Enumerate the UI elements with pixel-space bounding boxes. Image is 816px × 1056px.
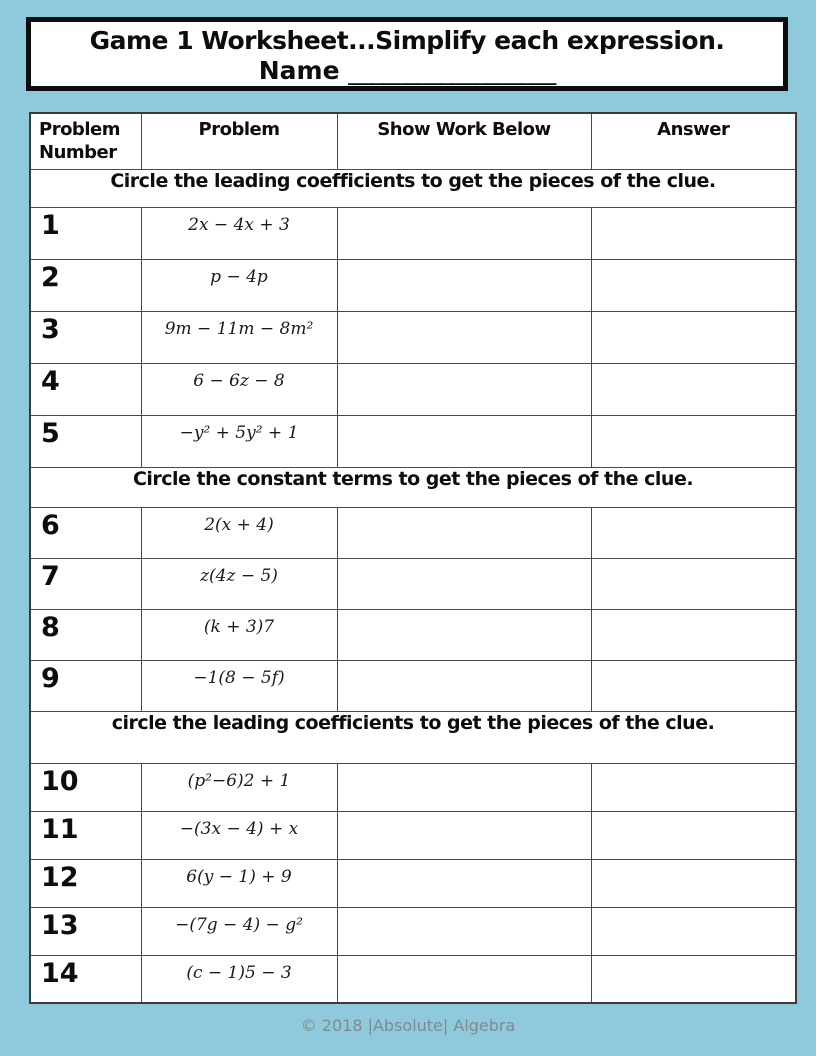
header-answer: Answer <box>591 113 796 169</box>
answer-cell <box>591 311 796 363</box>
expression-cell: 2x − 4x + 3 <box>141 207 337 259</box>
show-work-cell <box>337 907 591 955</box>
expression-cell: −1(8 − 5f) <box>141 660 337 711</box>
answer-cell <box>591 507 796 558</box>
title-box <box>26 17 788 91</box>
footer-copyright: © 2018 |Absolute| Algebra <box>300 1016 516 1035</box>
problem-row-2 <box>30 259 796 311</box>
problem-number-cell: 2 <box>30 259 141 311</box>
problem-number-cell: 11 <box>30 811 141 859</box>
problem-number-cell: 3 <box>30 311 141 363</box>
header-problem-number: Problem Number <box>30 113 141 169</box>
name-blank: __________________ <box>348 56 556 85</box>
section-row-1 <box>30 169 796 207</box>
problem-row-9 <box>30 660 796 711</box>
worksheet-title: Game 1 Worksheet...Simplify each expression. <box>89 26 725 55</box>
problem-row-11 <box>30 811 796 859</box>
show-work-cell <box>337 763 591 811</box>
problem-number-cell: 14 <box>30 955 141 1003</box>
expression-cell: −y² + 5y² + 1 <box>141 415 337 467</box>
show-work-cell <box>337 259 591 311</box>
answer-cell <box>591 955 796 1003</box>
problem-number-cell: 8 <box>30 609 141 660</box>
show-work-cell <box>337 660 591 711</box>
problem-row-4 <box>30 363 796 415</box>
expression-cell: −(7g − 4) − g² <box>141 907 337 955</box>
expression-cell: 9m − 11m − 8m² <box>141 311 337 363</box>
expression-cell: 6 − 6z − 8 <box>141 363 337 415</box>
section-instruction-1: Circle the leading coefficients to get the pieces of the clue. <box>30 169 796 207</box>
table-header-row <box>30 113 796 169</box>
problem-row-1 <box>30 207 796 259</box>
answer-cell <box>591 660 796 711</box>
answer-cell <box>591 363 796 415</box>
problem-row-6 <box>30 507 796 558</box>
problem-number-cell: 9 <box>30 660 141 711</box>
header-problem: Problem <box>141 113 337 169</box>
section-instruction-2: Circle the constant terms to get the pieces of the clue. <box>30 467 796 507</box>
problem-number-cell: 10 <box>30 763 141 811</box>
problem-row-5 <box>30 415 796 467</box>
problem-row-13 <box>30 907 796 955</box>
problem-row-3 <box>30 311 796 363</box>
answer-cell <box>591 609 796 660</box>
problem-number-cell: 5 <box>30 415 141 467</box>
problem-row-14 <box>30 955 796 1003</box>
show-work-cell <box>337 363 591 415</box>
answer-cell <box>591 907 796 955</box>
answer-cell <box>591 207 796 259</box>
name-label: Name <box>258 56 340 85</box>
show-work-cell <box>337 955 591 1003</box>
expression-cell: p − 4p <box>141 259 337 311</box>
answer-cell <box>591 259 796 311</box>
show-work-cell <box>337 558 591 609</box>
problem-number-cell: 1 <box>30 207 141 259</box>
answer-cell <box>591 558 796 609</box>
problem-number-cell: 12 <box>30 859 141 907</box>
expression-cell: (c − 1)5 − 3 <box>141 955 337 1003</box>
expression-cell: z(4z − 5) <box>141 558 337 609</box>
problem-row-8 <box>30 609 796 660</box>
expression-cell: (p²−6)2 + 1 <box>141 763 337 811</box>
header-show-work: Show Work Below <box>337 113 591 169</box>
section-row-2 <box>30 467 796 507</box>
problem-number-cell: 13 <box>30 907 141 955</box>
answer-cell <box>591 859 796 907</box>
name-line <box>31 57 783 85</box>
problem-row-10 <box>30 763 796 811</box>
show-work-cell <box>337 609 591 660</box>
problem-row-7 <box>30 558 796 609</box>
expression-cell: 2(x + 4) <box>141 507 337 558</box>
problem-row-12 <box>30 859 796 907</box>
show-work-cell <box>337 311 591 363</box>
answer-cell <box>591 811 796 859</box>
show-work-cell <box>337 415 591 467</box>
problems-table <box>29 112 797 1004</box>
answer-cell <box>591 763 796 811</box>
problem-number-cell: 7 <box>30 558 141 609</box>
expression-cell: −(3x − 4) + x <box>141 811 337 859</box>
section-row-3 <box>30 711 796 763</box>
show-work-cell <box>337 507 591 558</box>
show-work-cell <box>337 207 591 259</box>
show-work-cell <box>337 859 591 907</box>
problem-number-cell: 6 <box>30 507 141 558</box>
expression-cell: 6(y − 1) + 9 <box>141 859 337 907</box>
answer-cell <box>591 415 796 467</box>
problem-number-cell: 4 <box>30 363 141 415</box>
expression-cell: (k + 3)7 <box>141 609 337 660</box>
show-work-cell <box>337 811 591 859</box>
section-instruction-3: circle the leading coefficients to get the pieces of the clue. <box>30 711 796 763</box>
